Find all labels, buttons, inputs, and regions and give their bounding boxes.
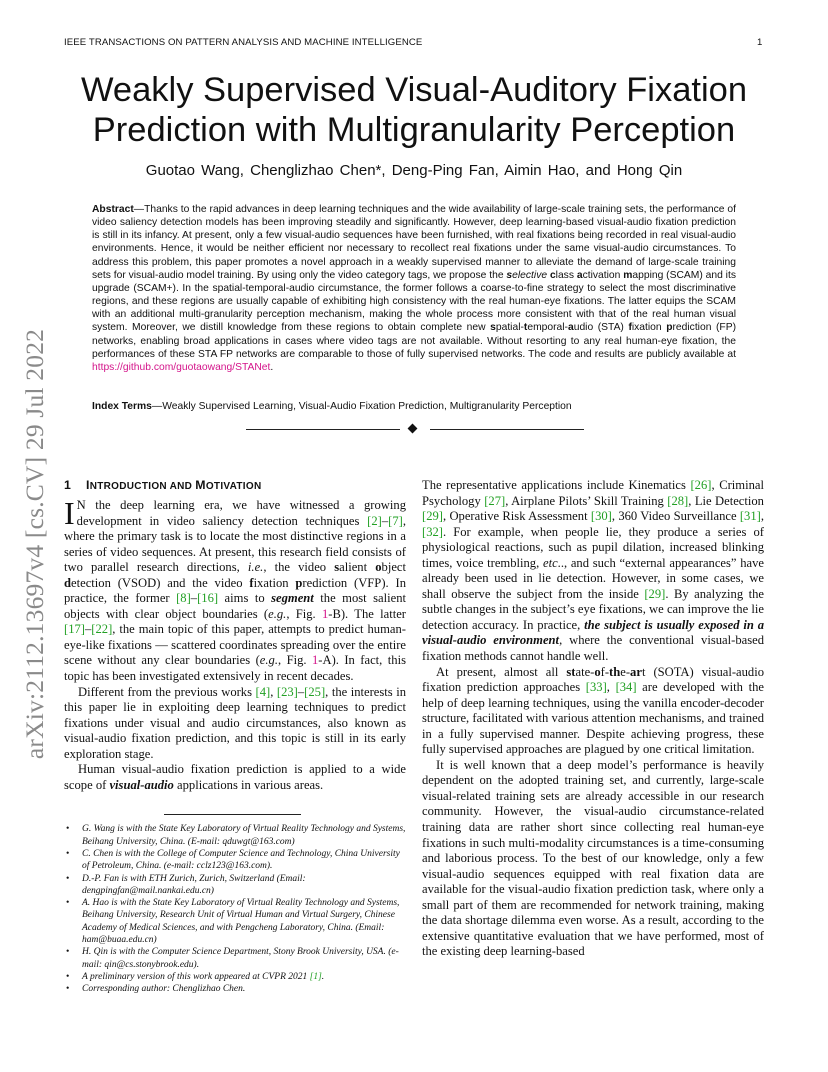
sta-word: udio (STA) xyxy=(573,322,629,334)
scam-word: lass xyxy=(555,269,577,281)
citation-link[interactable]: [26] xyxy=(690,478,712,492)
text: f xyxy=(249,575,254,590)
index-terms-text: —Weakly Supervised Learning, Visual-Audio Fixation Prediction, Multigranularity Perception xyxy=(151,401,572,412)
citation-link[interactable]: [29] xyxy=(422,509,443,524)
text: -A). In fact, this topic has been investigated extensively in recent decades. xyxy=(64,653,406,684)
abstract xyxy=(92,203,736,374)
citation-link[interactable]: [7] xyxy=(388,513,403,528)
drop-cap: I xyxy=(64,495,75,531)
citation-link[interactable]: [30] xyxy=(590,509,612,524)
text: are developed with the help of deep learning techniques, using the vanilla encoder-decoder structure, facilitated with various attention mechanisms, and trained in a fully supervised manner. Despite achieving progress, these fully supervised approaches are plagued by one critical limitation. xyxy=(422,680,764,757)
citation-link[interactable]: [16] xyxy=(197,591,219,606)
text: e.g. xyxy=(268,606,287,621)
text: , Airplane Pilots’ Skill Training xyxy=(505,493,668,508)
section-title-cap: M xyxy=(195,478,206,492)
text: N the deep learning era, we have witnessed a growing development in video saliency detection techniques xyxy=(76,498,406,528)
text: e.g. xyxy=(259,653,278,668)
text: , Lie Detection xyxy=(688,493,764,508)
citation-link[interactable]: [31] xyxy=(739,509,761,524)
citation-link[interactable]: [28] xyxy=(667,493,689,508)
abstract-end: . xyxy=(270,361,274,373)
paragraph xyxy=(64,685,406,763)
text: visual-audio xyxy=(109,777,174,792)
text: bject xyxy=(381,560,407,575)
abstract-text: —Thanks to the rapid advances in deep learning techniques and the wide availability of large-scale training sets, the performance of video saliency detection models has been improving steadily and significantly. However, deep learning-based visual-audio fixation prediction is still in its infancy. At present, only a few visual-audio sequences have been furnished, with real fixations being recorded in real visual-audio environments. Hence, it would be neither efficient nor necessary to recollect real fixations under the same visual-audio circumstances. To address this problem, this paper promotes a novel approach in a weakly supervised manner to alleviate the demand of large-scale training sets for visual-audio model training. By using only the video category tags, we propose the xyxy=(92,204,736,281)
citation-link[interactable]: [2] xyxy=(367,513,382,528)
footnote: • G. Wang is with the State Key Laboratory of Virtual Reality Technology and Systems, Beihang University, China. (E-mail: qduwgt@163.com) xyxy=(64,823,406,848)
text: , where the primary task is to locate the most distinctive regions in a series of video sequences. At present, this research field consists of two parallel research directions, xyxy=(64,513,406,575)
text: rediction (VFP). In practice, the former xyxy=(64,575,406,606)
text: alient xyxy=(339,560,376,575)
index-terms xyxy=(92,400,736,413)
text: , Criminal Psychology xyxy=(422,478,764,508)
citation-link[interactable]: [22] xyxy=(91,622,113,637)
citation-link[interactable]: [29] xyxy=(644,586,666,601)
figure-link[interactable]: 1 xyxy=(311,653,319,668)
scam-word: apping xyxy=(632,269,664,281)
footnote xyxy=(64,971,406,983)
running-header: IEEE TRANSACTIONS ON PATTERN ANALYSIS AND MACHINE INTELLIGENCE xyxy=(64,37,423,48)
text: – xyxy=(381,513,389,528)
text: . For example, when people lie, they produce a series of physiological reactions, such as pupil dilation, increased blinking times, voice trembling, xyxy=(422,524,764,570)
text: ar xyxy=(630,664,642,679)
sta-letter: a xyxy=(567,322,574,334)
text: the subject is usually exposed in a visual-audio environment xyxy=(422,617,765,648)
diamond-icon xyxy=(408,424,418,434)
text: e- xyxy=(620,664,631,679)
text: , where the conventional visual-based fixation methods cannot handle well. xyxy=(422,633,764,664)
page-number: 1 xyxy=(757,37,763,48)
index-terms-label: Index Terms xyxy=(92,401,152,412)
footnote: • H. Qin is with the Computer Science Department, Stony Brook University, USA. (e-mail: qin@cs.stonybrook.edu). xyxy=(64,946,406,971)
citation-link[interactable]: [27] xyxy=(484,493,506,508)
citation-link[interactable]: [1] xyxy=(309,971,322,982)
text: , 360 Video Surveillance xyxy=(611,509,740,524)
text: applications in various areas. xyxy=(173,777,324,792)
text: The representative applications include Kinematics xyxy=(422,478,691,492)
abstract-text: (SCAM) and its upgrade (SCAM+). In the spatial-temporal-audio circumstance, the former follows a coarse-to-fine strategy to select the most discriminative regions, and these regions are usually capable of exhibiting high consistency with the real human-eye fixations. The latter equips the SCAM with an additional multi-granularity perception mechanism, making the whole process more consistent with that of the real human visual system. Moreover, we distill knowledge from these regions to obtain complete new xyxy=(92,269,736,334)
footnote: • Corresponding author: Chenglizhao Chen. xyxy=(64,983,406,995)
paragraph xyxy=(64,495,407,685)
text: . xyxy=(321,971,325,982)
footnote: • C. Chen is with the College of Computer Science and Technology, China University of Petroleum, China. (e-mail: cclz123@163.com). xyxy=(64,848,406,873)
citation-link[interactable]: [8] xyxy=(176,591,191,606)
divider-line-left xyxy=(246,429,400,430)
arxiv-stamp: arXiv:2112.13697v4 [cs.CV] 29 Jul 2022 xyxy=(20,328,49,760)
text: .., and such “external appearances” have already been used in lie detection. However, in some cases, we shall observe the subject from the inside xyxy=(422,555,764,601)
text: , the interests in this paper lie in exploiting deep learning techniques to predict fixations under visual and audio circumstances, also known as visual-audio fixation prediction, and this topic is still in its early exploration stage. xyxy=(64,684,407,761)
citation-link[interactable]: [32] xyxy=(422,524,443,539)
text: A preliminary version of this work appeared at CVPR 2021 xyxy=(82,971,310,982)
left-column xyxy=(64,478,406,996)
text: o xyxy=(594,664,601,679)
author-list: Guotao Wang, Chenglizhao Chen*, Deng-Ping Fan, Aimin Hao, and Hong Qin xyxy=(145,162,683,179)
paper-title xyxy=(0,70,828,150)
text: . By analyzing the subtle changes in the subject’s eye fixations, we can improve the lie detection accuracy. In practice, xyxy=(422,586,764,632)
scam-letter: s xyxy=(506,269,513,281)
section-title-cap: I xyxy=(86,478,90,492)
citation-link[interactable]: [4] xyxy=(255,684,271,699)
footnote-rule xyxy=(164,814,301,815)
text: th xyxy=(609,664,621,679)
text: d xyxy=(64,575,72,590)
section-heading xyxy=(64,478,406,492)
scam-letter: m xyxy=(623,269,633,281)
footnote: • D.-P. Fan is with ETH Zurich, Zurich, Switzerland (Email: dengpingfan@mail.nankai.edu.cn) xyxy=(64,873,406,898)
text: t xyxy=(641,664,646,679)
paragraph xyxy=(422,478,764,665)
text: -B). The latter xyxy=(328,606,406,621)
text: , the main topic of this paper, attempts to predict human-eye-like fixations — scattered coordinates spreading over the entire scene without any clear boundaries ( xyxy=(64,622,406,668)
sta-letter: p xyxy=(666,322,673,334)
text: At present, almost all xyxy=(436,664,567,679)
text: Human visual-audio fixation prediction is applied to a wide scope of xyxy=(64,762,406,792)
section-title-smallcaps: OTIVATION xyxy=(205,481,262,492)
sta-letter: f xyxy=(628,322,632,334)
citation-link[interactable]: [34] xyxy=(615,680,637,695)
section-number: 1 xyxy=(64,478,72,492)
section-divider xyxy=(246,425,584,435)
text: , Fig. xyxy=(286,606,322,621)
text: ate- xyxy=(575,664,595,679)
sta-word: rediction xyxy=(672,322,712,334)
text: – xyxy=(84,622,92,637)
code-link[interactable]: https://github.com/guotaowang/STANet xyxy=(92,361,271,373)
sta-word: ixation xyxy=(631,322,667,334)
sta-word: emporal- xyxy=(527,322,568,334)
scam-word: ctivation xyxy=(582,269,624,281)
text: the most salient objects with clear object boundaries ( xyxy=(64,591,407,621)
citation-link[interactable]: [23] xyxy=(276,684,298,699)
text: etection (VSOD) and the video xyxy=(71,575,250,590)
text: o xyxy=(375,560,382,575)
text: segment xyxy=(271,591,314,606)
title-line-1: Weakly Supervised Visual-Auditory Fixation xyxy=(80,71,748,109)
abstract-label: Abstract xyxy=(92,204,134,215)
citation-link[interactable]: [17] xyxy=(64,622,85,637)
scam-letter: c xyxy=(549,269,556,281)
text: , Operative Risk Assessment xyxy=(442,509,591,524)
sta-letter: t xyxy=(523,322,528,334)
paragraph xyxy=(422,665,764,758)
text: s xyxy=(334,560,340,575)
paragraph: It is well known that a deep model’s performance is heavily dependent on the adopted training set, and currently, large-scale visual-related training sets are already accessible in our research community. However, the visual-audio circumstance-related training data are rather short since collecting real human-eye fixations in such multi-modality circumstances is a time-consuming and laborious process. To the best of our knowledge, only a few visual-audio sequences equipped with real fixation data are available for the visual-audio fixation prediction task, where only a small part of them are recommended for network training, making the data shortage dilemma even worse. As a result, according to the extensive quantitative evaluation that we have performed, most of the existing deep learning-based xyxy=(422,757,764,959)
sta-letter: s xyxy=(490,322,496,334)
text: – xyxy=(190,591,198,606)
scam-word: elective xyxy=(512,269,550,281)
text: st xyxy=(566,664,576,679)
text: Different from the previous works xyxy=(78,684,256,699)
citation-link[interactable]: [25] xyxy=(304,684,326,699)
title-line-2: Prediction with Multigranularity Perception xyxy=(92,111,736,149)
footnote: • A. Hao is with the State Key Laboratory of Virtual Reality Technology and Systems, Beihang University, Research Unit of Virtual Human and Virtual Surgery, Chinese Academy of Medical Sciences, and with Pengcheng Laboratory, China. (Email: ham@buaa.edu.cn) xyxy=(64,897,406,946)
abstract-text: (FP) networks, enabling broad applications in cases where video tags are not available. Without resorting to any real human-eye fixation, the performances of these STA FP networks are comparable to those of fully supervised networks. The code and results are publicly available at xyxy=(92,322,736,360)
divider-line-right xyxy=(430,429,584,430)
text: ixation xyxy=(253,575,296,590)
figure-link[interactable]: 1 xyxy=(321,606,329,621)
text: i.e. xyxy=(247,560,264,575)
text: , the video xyxy=(263,560,335,575)
text: , xyxy=(606,680,616,695)
sta-word: patial- xyxy=(495,322,524,334)
scam-letter: a xyxy=(576,269,583,281)
text: , xyxy=(760,509,764,524)
text: – xyxy=(297,684,305,699)
section-title-smallcaps: NTRODUCTION AND xyxy=(89,481,196,492)
text: f- xyxy=(600,664,610,679)
paragraph xyxy=(64,762,406,793)
text: (SOTA) visual-audio fixation prediction approaches xyxy=(422,664,764,695)
text: , Fig. xyxy=(277,653,312,668)
text: aims to xyxy=(218,591,272,606)
text: , xyxy=(270,684,277,699)
citation-link[interactable]: [33] xyxy=(585,680,607,695)
text: etc xyxy=(542,555,558,570)
right-column xyxy=(422,478,764,960)
text: p xyxy=(295,575,303,590)
